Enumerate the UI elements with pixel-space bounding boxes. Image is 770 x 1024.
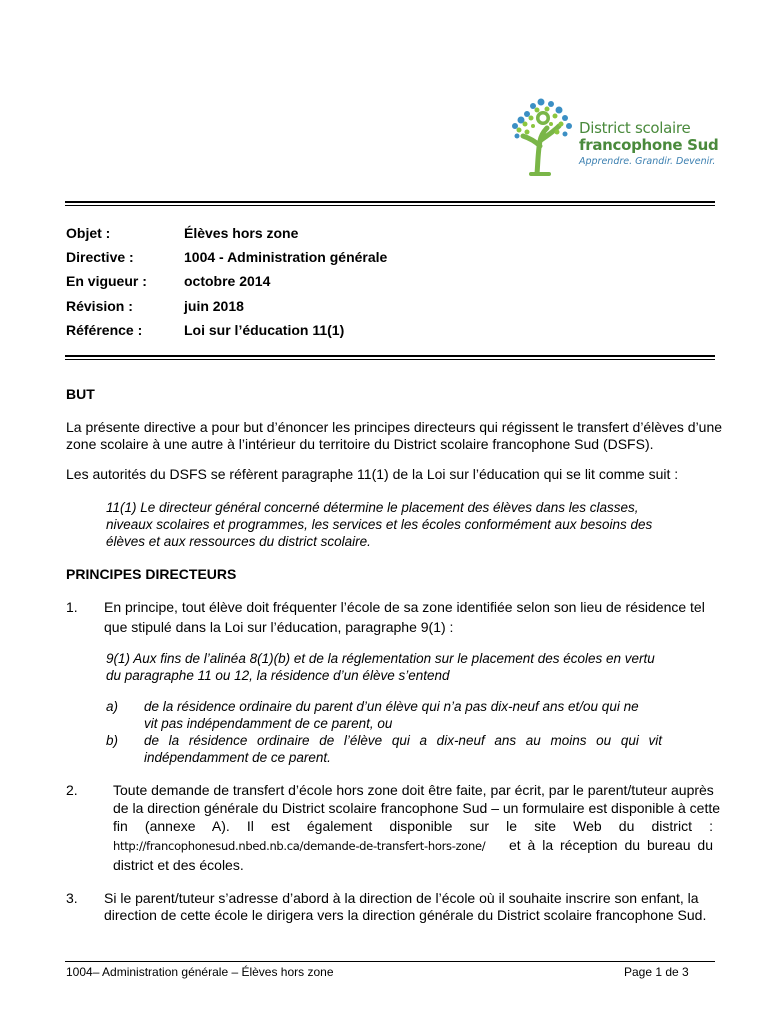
page-number: Page 1 de 3 — [624, 965, 689, 979]
objet-value: Élèves hors zone — [184, 225, 299, 241]
tree-logo-icon — [507, 96, 577, 176]
item-2-line-4 — [113, 837, 713, 855]
sub-b-label: b) — [106, 733, 119, 748]
middle-rule-thin — [65, 359, 715, 360]
quote-line-3: élèves et aux ressources du district scolaire. — [106, 534, 371, 549]
item-1-quote-line-1: 9(1) Aux fins de l’alinéa 8(1)(b) et de la réglementation sur le placement des écoles en vertu — [106, 651, 655, 666]
but-paragraph-line-1: La présente directive a pour but d’énoncer les principes directeurs qui régissent le transfert d’élèves d’une — [66, 419, 723, 435]
sub-b-line-1: de la résidence ordinaire de l’élève qui a dix-neuf ans au moins ou qui vit — [144, 733, 662, 748]
footer-rule — [65, 961, 715, 962]
sub-a-label: a) — [106, 699, 119, 714]
footer-title: 1004– Administration générale – Élèves hors zone — [66, 965, 334, 979]
district-logo — [507, 96, 719, 176]
but-heading: BUT — [66, 386, 95, 402]
top-rule-thin — [65, 205, 715, 206]
logo-line-1: District scolaire — [579, 119, 691, 137]
item-2-line-2: de la direction générale du District scolaire francophone Sud – un formulaire est disponible à cette — [113, 800, 721, 816]
item-1-line-1: En principe, tout élève doit fréquenter l’école de sa zone identifiée selon son lieu de résidence tel — [104, 599, 705, 615]
but-paragraph-2: Les autorités du DSFS se réfèrent paragraphe 11(1) de la Loi sur l’éducation qui se lit comme suit : — [66, 466, 679, 482]
reference-label: Référence : — [66, 322, 143, 338]
item-3-line-2: direction de cette école le dirigera vers la direction générale du District scolaire francophone Sud. — [104, 907, 707, 923]
item-2-line-5: district et des écoles. — [113, 857, 244, 873]
directive-value: 1004 - Administration générale — [184, 249, 388, 265]
quote-line-1: 11(1) Le directeur général concerné détermine le placement des élèves dans les classes, — [106, 500, 639, 515]
principes-heading: PRINCIPES DIRECTEURS — [66, 566, 237, 582]
revision-value: juin 2018 — [184, 298, 244, 314]
item-1-quote-line-2: du paragraphe 11 ou 12, la résidence d’un élève s’entend — [106, 668, 450, 683]
item-1-line-2: que stipulé dans la Loi sur l’éducation, paragraphe 9(1) : — [104, 619, 454, 635]
quote-line-2: niveaux scolaires et programmes, les services et les écoles conformément aux besoins des — [106, 517, 653, 532]
sub-a-line-2: vit pas indépendamment de ce parent, ou — [144, 716, 393, 731]
logo-tagline: Apprendre. Grandir. Devenir. — [579, 156, 716, 167]
item-2-line-1: Toute demande de transfert d’école hors zone doit être faite, par écrit, par le parent/tuteur auprès — [113, 782, 714, 798]
vigueur-value: octobre 2014 — [184, 273, 271, 289]
objet-label: Objet : — [66, 225, 111, 241]
vigueur-label: En vigueur : — [66, 273, 147, 289]
logo-line-2: francophone Sud — [579, 136, 719, 154]
but-paragraph-line-2: zone scolaire à une autre à l’intérieur du territoire du District scolaire francophone Sud (DSFS). — [66, 436, 654, 452]
directive-label: Directive : — [66, 249, 134, 265]
sub-b-line-2: indépendamment de ce parent. — [144, 750, 331, 765]
sub-a-line-1: de la résidence ordinaire du parent d’un élève qui n’a pas dix-neuf ans et/ou qui ne — [144, 699, 639, 714]
revision-label: Révision : — [66, 298, 133, 314]
item-2-number: 2. — [66, 782, 78, 798]
middle-rule — [65, 355, 715, 357]
top-rule — [65, 201, 715, 203]
item-3-number: 3. — [66, 890, 78, 906]
item-1-number: 1. — [66, 599, 78, 615]
reference-value: Loi sur l’éducation 11(1) — [184, 322, 345, 338]
item-2-line-4-text: et à la réception du bureau du — [508, 837, 713, 853]
item-3-line-1: Si le parent/tuteur s’adresse d’abord à la direction de l’école où il souhaite inscrire son enfant, la — [104, 890, 699, 906]
item-2-line-3: fin (annexe A). Il est également disponible sur le site Web du district : — [113, 818, 713, 834]
transfer-form-link[interactable]: http://francophonesud.nbed.nb.ca/demande-de-transfert-hors-zone/ — [113, 839, 486, 853]
